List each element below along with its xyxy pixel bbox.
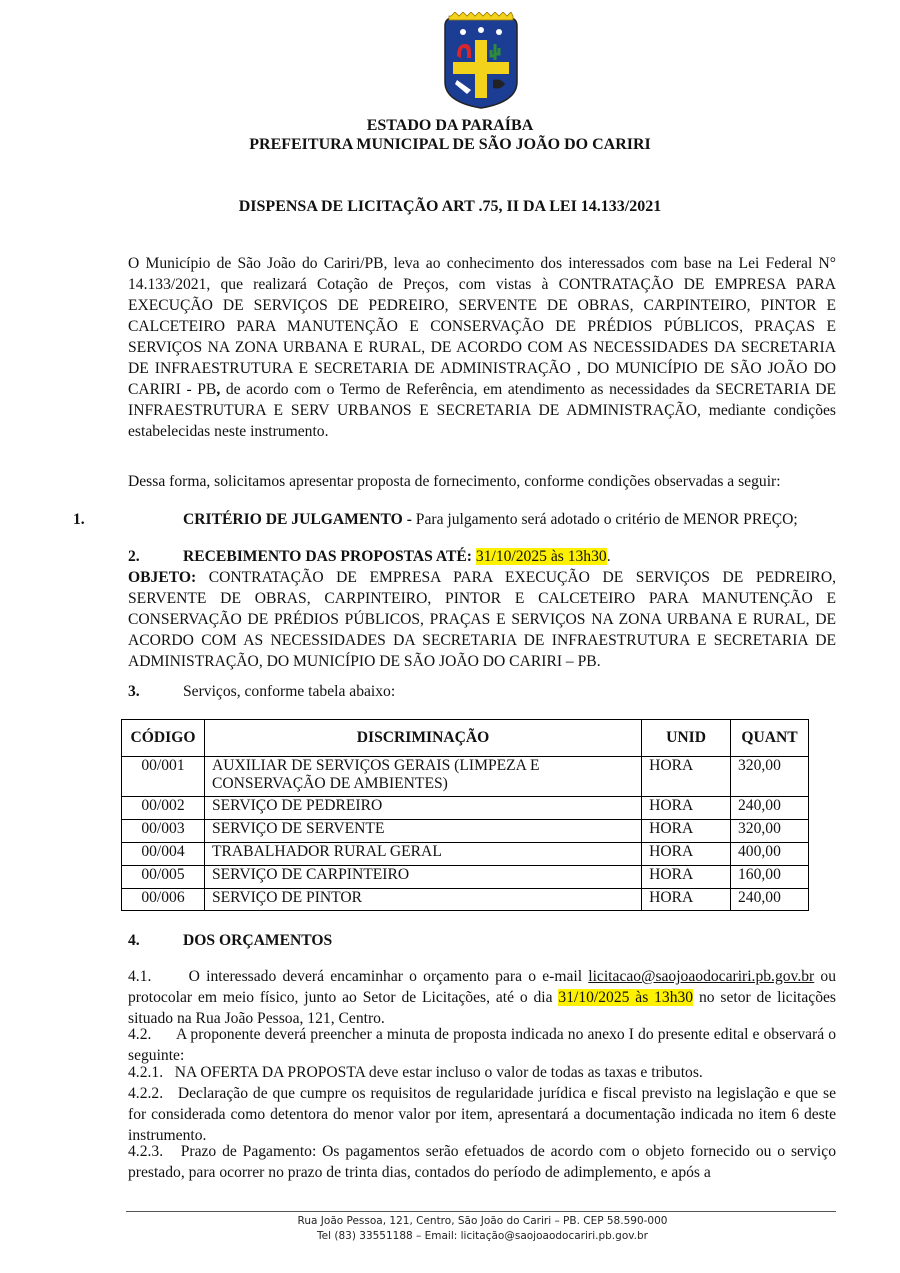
item-3-services: 3. Serviços, conforme tabela abaixo: [128, 683, 396, 700]
email-link[interactable]: licitacao@saojoaodocariri.pb.gov.br [588, 968, 815, 985]
item-1-criteria: 1. CRITÉRIO DE JULGAMENTO - Para julgamento será adotado o critério de MENOR PREÇO; [73, 511, 798, 528]
request-paragraph: Dessa forma, solicitamos apresentar proposta de fornecimento, conforme condições observadas a seguir: [128, 473, 781, 490]
state-title: ESTADO DA PARAÍBA [366, 117, 534, 134]
cell-description: AUXILIAR DE SERVIÇOS GERAIS (LIMPEZA E CONSERVAÇÃO DE AMBIENTES) [204, 757, 641, 797]
cell-code: 00/005 [122, 866, 205, 889]
cell-code: 00/006 [122, 889, 205, 911]
cell-unit: HORA [642, 797, 731, 820]
item-4-heading: 4. DOS ORÇAMENTOS [128, 932, 333, 949]
table-row [122, 757, 809, 797]
cell-code: 00/001 [122, 757, 205, 797]
table-row [122, 866, 809, 889]
object-paragraph: OBJETO: CONTRATAÇÃO DE EMPRESA PARA EXECUÇÃO DE SERVIÇOS DE PEDREIRO, SERVENTE DE OBRAS, CARPINTEIRO, PINTOR E CALCETEIRO PARA MANUTENÇÃO E CONSERVAÇÃO DE PRÉDIOS PÚBLICOS, PRAÇAS E SERVIÇOS NA ZONA URBANA E RURAL, DE ACORDO COM AS NECESSIDADES DA SECRETARIA DE INFRAESTRUTURA E SECRETARIA DE ADMINISTRAÇÃO, DO MUNICÍPIO DE SÃO JOÃO DO CARIRI – PB. [128, 569, 836, 670]
table-row [122, 820, 809, 843]
cell-quantity: 320,00 [731, 757, 809, 797]
paragraph-4-2-2: 4.2.2. Declaração de que cumpre os requisitos de regularidade jurídica e fiscal previsto na legislação e que se for considerada como detentora do menor valor por item, apresentará a documentação indicada no item 6 deste instrumento. [128, 1085, 836, 1144]
cell-description: SERVIÇO DE PINTOR [204, 889, 641, 911]
document-title: DISPENSA DE LICITAÇÃO ART .75, II DA LEI 14.133/2021 [238, 198, 662, 215]
col-header-unit: UNID [642, 720, 731, 757]
cell-unit: HORA [642, 889, 731, 911]
cell-quantity: 240,00 [731, 889, 809, 911]
table-row [122, 797, 809, 820]
services-table [121, 719, 809, 911]
cell-quantity: 400,00 [731, 843, 809, 866]
intro-paragraph: O Município de São João do Cariri/PB, leva ao conhecimento dos interessados com base na Lei Federal N° 14.133/2021, que realizará Cotação de Preços, com vistas à CONTRATAÇÃO DE EMPRESA PARA EXECUÇÃO DE SERVIÇOS DE PEDREIRO, SERVENTE DE OBRAS, CARPINTEIRO, PINTOR E CALCETEIRO PARA MANUTENÇÃO E CONSERVAÇÃO DE PRÉDIOS PÚBLICOS, PRAÇAS E SERVIÇOS NA ZONA URBANA E RURAL, DE ACORDO COM AS NECESSIDADES DA SECRETARIA DE INFRAESTRUTURA E SECRETARIA DE ADMINISTRAÇÃO , DO MUNICÍPIO DE SÃO JOÃO DO CARIRI - PB, de acordo com o Termo de Referência, em atendimento as necessidades da SECRETARIA DE INFRAESTRUTURA E SERV URBANOS E SECRETARIA DE ADMINISTRAÇÃO, mediante condições estabelecidas neste instrumento. [128, 255, 836, 440]
cell-code: 00/002 [122, 797, 205, 820]
municipal-crest-logo [441, 12, 521, 110]
col-header-description: DISCRIMINAÇÃO [204, 720, 641, 757]
footer-divider [126, 1211, 836, 1212]
cell-quantity: 320,00 [731, 820, 809, 843]
col-header-quantity: QUANT [731, 720, 809, 757]
footer-contact: Tel (83) 33551188 – Email: licitação@saojoaodocariri.pb.gov.br [317, 1230, 648, 1242]
cell-unit: HORA [642, 820, 731, 843]
paragraph-4-1: 4.1. O interessado deverá encaminhar o orçamento para o e-mail licitacao@saojoaodocariri.pb.gov.br ou protocolar em meio físico, junto ao Setor de Licitações, até o dia 31/10/2025 às 13h30 no setor de licitações situado na Rua João Pessoa, 121, Centro. [128, 968, 837, 1027]
cell-code: 00/003 [122, 820, 205, 843]
cell-unit: HORA [642, 866, 731, 889]
footer-address: Rua João Pessoa, 121, Centro, São João do Cariri – PB. CEP 58.590-000 [297, 1215, 668, 1227]
table-row [122, 889, 809, 911]
cell-description: TRABALHADOR RURAL GERAL [204, 843, 641, 866]
cell-quantity: 240,00 [731, 797, 809, 820]
cell-unit: HORA [642, 843, 731, 866]
cell-unit: HORA [642, 757, 731, 797]
cell-quantity: 160,00 [731, 866, 809, 889]
item-2-deadline: 2. RECEBIMENTO DAS PROPOSTAS ATÉ: 31/10/2025 às 13h30. [128, 548, 611, 565]
paragraph-4-2-3: 4.2.3. Prazo de Pagamento: Os pagamentos serão efetuados de acordo com o objeto fornecido ou o serviço prestado, para ocorrer no prazo de trinta dias, contados do período de adimplemento, e após a [128, 1143, 836, 1181]
table-row [122, 843, 809, 866]
cell-description: SERVIÇO DE SERVENTE [204, 820, 641, 843]
deadline-highlight: 31/10/2025 às 13h30 [558, 989, 694, 1006]
paragraph-4-2: 4.2. A proponente deverá preencher a minuta de proposta indicada no anexo I do presente edital e observará o seguinte: [128, 1026, 837, 1064]
col-header-code: CÓDIGO [122, 720, 205, 757]
municipality-title: PREFEITURA MUNICIPAL DE SÃO JOÃO DO CARIRI [249, 136, 651, 153]
cell-description: SERVIÇO DE CARPINTEIRO [204, 866, 641, 889]
paragraph-4-2-1: 4.2.1. NA OFERTA DA PROPOSTA deve estar incluso o valor de todas as taxas e tributos. [128, 1064, 703, 1081]
table-header-row [122, 720, 809, 757]
cell-code: 00/004 [122, 843, 205, 866]
cell-description: SERVIÇO DE PEDREIRO [204, 797, 641, 820]
deadline-highlight: 31/10/2025 às 13h30 [475, 548, 607, 565]
